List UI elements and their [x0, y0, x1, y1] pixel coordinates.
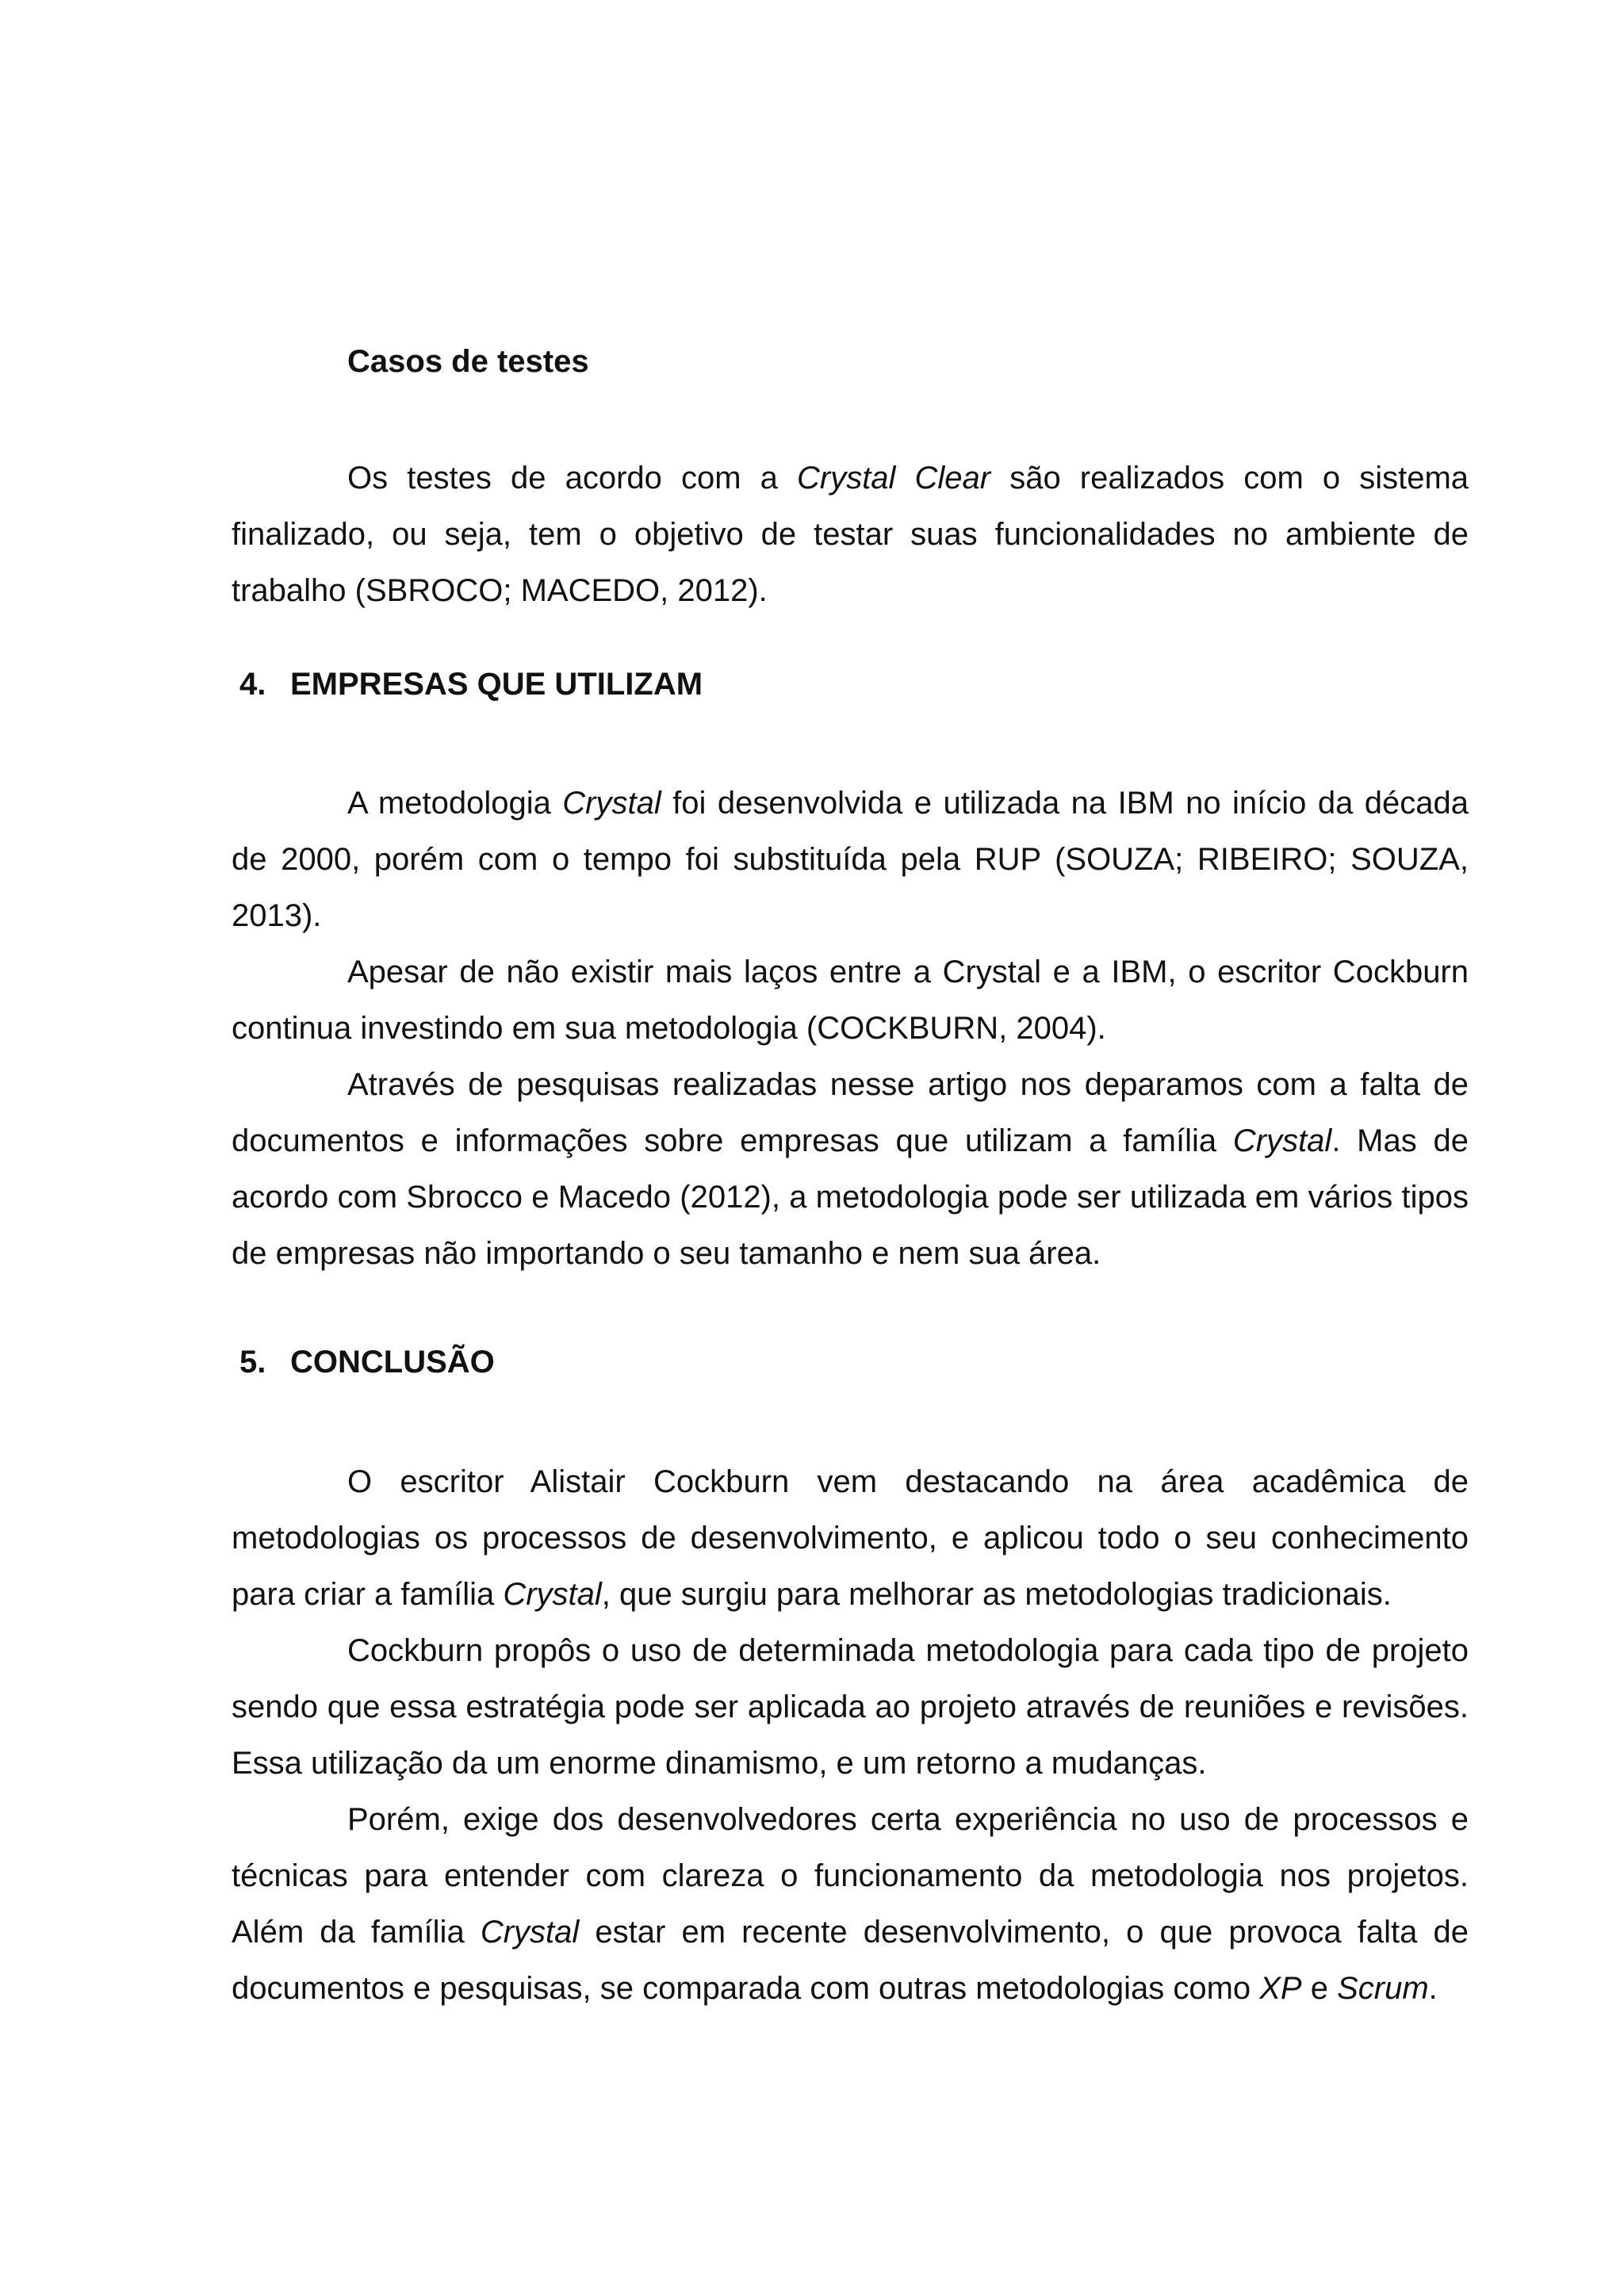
italic-term: Crystal	[562, 786, 661, 821]
text-run: são realizados com o sistema finalizado, ou seja, tem o objetivo de testar suas funcionalidades no ambiente de trabalho (SBROCO; MACEDO, 2012).	[232, 461, 1469, 608]
text-run: Cockburn propôs o uso de determinada metodologia para cada tipo de projeto sendo que essa estratégia pode ser aplicada ao projeto através de reuniões e revisões. Essa utilização da um enorme dinamismo, e um retorno a mudanças.	[232, 1633, 1469, 1781]
italic-term: Crystal	[480, 1915, 580, 1950]
text-run: Através de pesquisas realizadas nesse artigo nos deparamos com a falta de documentos e informações sobre empresas que utilizam a família	[232, 1067, 1469, 1158]
italic-term: XP	[1259, 1971, 1302, 2006]
text-run: Os testes de acordo com a	[347, 461, 797, 496]
paragraph-pesquisas	[232, 1057, 1469, 1282]
section-title: EMPRESAS QUE UTILIZAM	[290, 667, 703, 702]
subheading-casos-de-testes: Casos de testes	[347, 344, 589, 379]
section-number: 4.	[239, 667, 266, 702]
paragraph-alistair	[232, 1454, 1469, 1623]
italic-term: Crystal	[1232, 1123, 1332, 1158]
text-run: O escritor Alistair Cockburn vem destacando na área acadêmica de metodologias os processos de desenvolvimento, e aplicou todo o seu conhecimento para criar a família	[232, 1464, 1469, 1612]
text-run: Apesar de não existir mais laços entre a Crystal e a IBM, o escritor Cockburn continua investindo em sua metodologia (COCKBURN, 2004).	[232, 955, 1469, 1046]
section-number: 5.	[239, 1345, 266, 1380]
text-run: , que surgiu para melhorar as metodologias tradicionais.	[601, 1577, 1392, 1612]
section-heading-conclusao	[239, 1340, 495, 1384]
section-title: CONCLUSÃO	[290, 1345, 495, 1380]
text-run: A metodologia	[347, 786, 563, 821]
paragraph-proposta	[232, 1623, 1469, 1792]
italic-term: Crystal	[503, 1577, 602, 1612]
paragraph-ibm	[232, 775, 1469, 944]
paragraph-cockburn-ibm	[232, 944, 1469, 1057]
paragraph-porem	[232, 1792, 1469, 2017]
text-run: estar em recente desenvolvimento, o que provoca falta de documentos e pesquisas, se comparada com outras metodologias como	[232, 1915, 1469, 2006]
section-heading-empresas	[239, 662, 703, 706]
italic-term: Scrum	[1337, 1971, 1429, 2006]
text-run: . Mas de acordo com Sbrocco e Macedo (2012), a metodologia pode ser utilizada em vários tipos de empresas não importando o seu tamanho e nem sua área.	[232, 1123, 1469, 1271]
text-run: foi desenvolvida e utilizada na IBM no início da década de 2000, porém com o tempo foi substituída pela RUP (SOUZA; RIBEIRO; SOUZA, 2013).	[232, 786, 1469, 933]
text-run: e	[1301, 1971, 1338, 2006]
text-run: Porém, exige dos desenvolvedores certa experiência no uso de processos e técnicas para entender com clareza o funcionamento da metodologia nos projetos. Além da família	[232, 1802, 1469, 1950]
paragraph-tests	[232, 450, 1469, 619]
italic-term: Crystal Clear	[796, 461, 991, 496]
text-run: .	[1428, 1971, 1438, 2006]
